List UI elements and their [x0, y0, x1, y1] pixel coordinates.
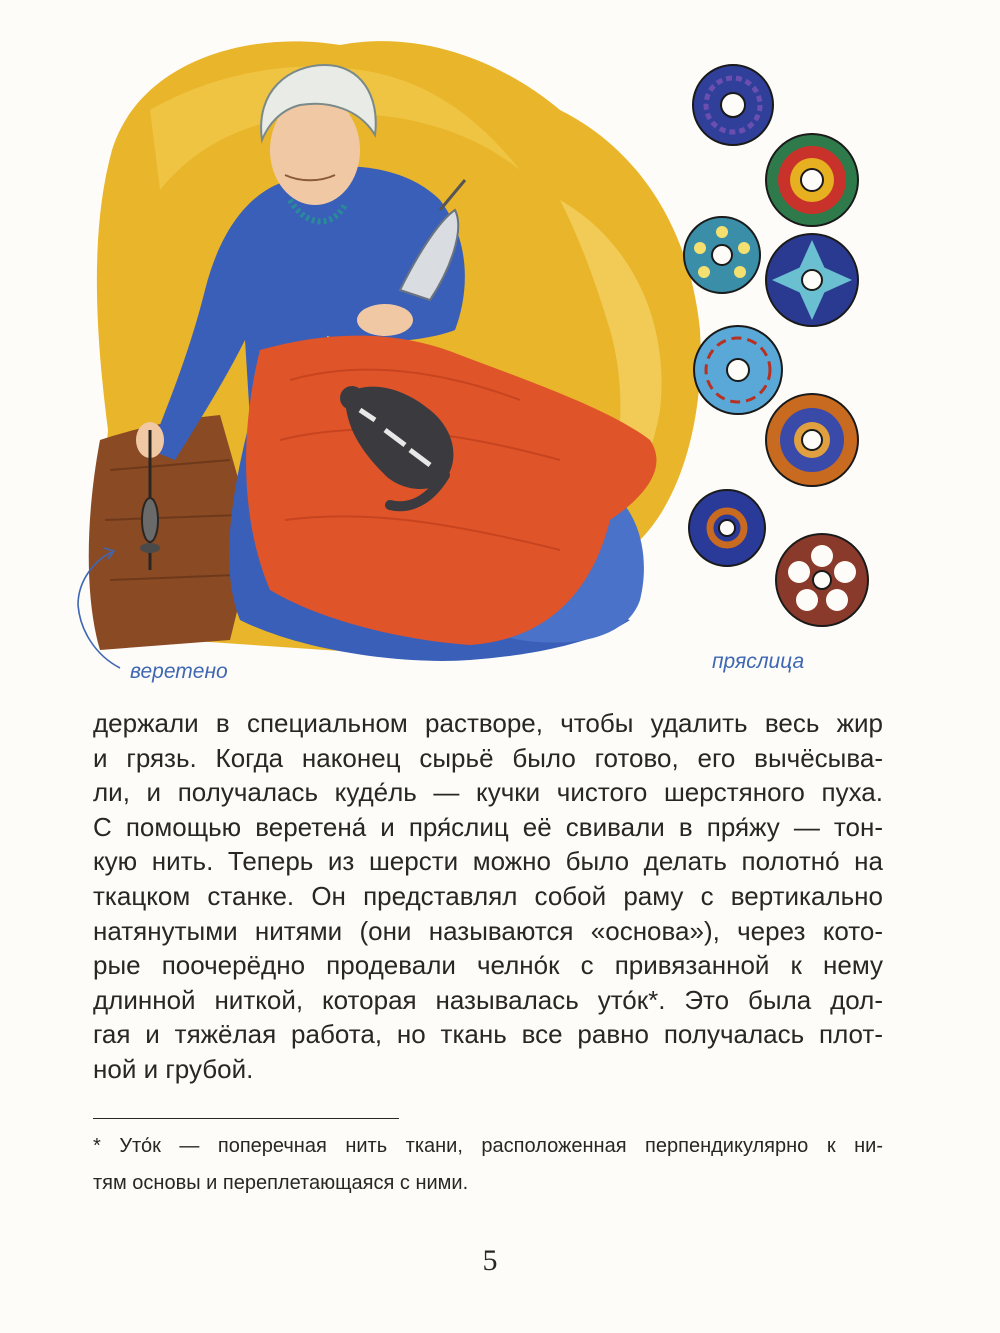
- text-line: ли, и получалась куде́ль — кучки чистого шерстяного пуха.: [93, 777, 883, 808]
- caption-whorls: пряслица: [712, 650, 805, 673]
- whorl-icon-1: [693, 65, 773, 145]
- whorl-icon-5: [694, 326, 782, 414]
- whorl-icon-7: [689, 490, 765, 566]
- footnote-line: * Уто́к — поперечная нить ткани, расположенная перпендикулярно к ни-: [93, 1135, 883, 1157]
- footnote: [93, 1128, 883, 1202]
- footnote-divider: [93, 1118, 399, 1119]
- whorl-icon-2: [766, 134, 858, 226]
- whorl-icon-6: [766, 394, 858, 486]
- text-line: держали в специальном растворе, чтобы удалить весь жир: [93, 708, 883, 738]
- text-line: гая и тяжёлая работа, но ткань все равно получалась плот-: [93, 1019, 883, 1050]
- whorl-icon-4: [766, 234, 858, 326]
- text-line: рые поочерёдно продевали челно́к с привязанной к нему: [93, 950, 883, 981]
- text-line: ной и грубой.: [93, 1053, 254, 1084]
- text-line: С помощью веретена́ и пря́слиц её свивали в пря́жу — тон-: [93, 811, 883, 842]
- text-line: натянутыми нитями (они называются «основа»), через кото-: [93, 915, 883, 946]
- whorl-icon-3: [684, 217, 760, 293]
- text-line: ткацком станке. Он представлял собой раму с вертикально: [93, 880, 883, 911]
- page-number: 5: [482, 1244, 498, 1277]
- text-line: длинной ниткой, которая называлась уто́к*. Это была дол-: [93, 984, 883, 1015]
- whorls-group: [684, 65, 868, 626]
- caption-spindle: веретено: [130, 660, 228, 683]
- footnote-line: тям основы и переплетающаяся с ними.: [93, 1172, 469, 1194]
- text-line: кую нить. Теперь из шерсти можно было делать полотно́ на: [93, 846, 883, 877]
- body-text: [93, 706, 883, 1087]
- whorl-icon-8: [776, 534, 868, 626]
- text-line: и грязь. Когда наконец сырьё было готово, его вычёсыва-: [93, 742, 883, 773]
